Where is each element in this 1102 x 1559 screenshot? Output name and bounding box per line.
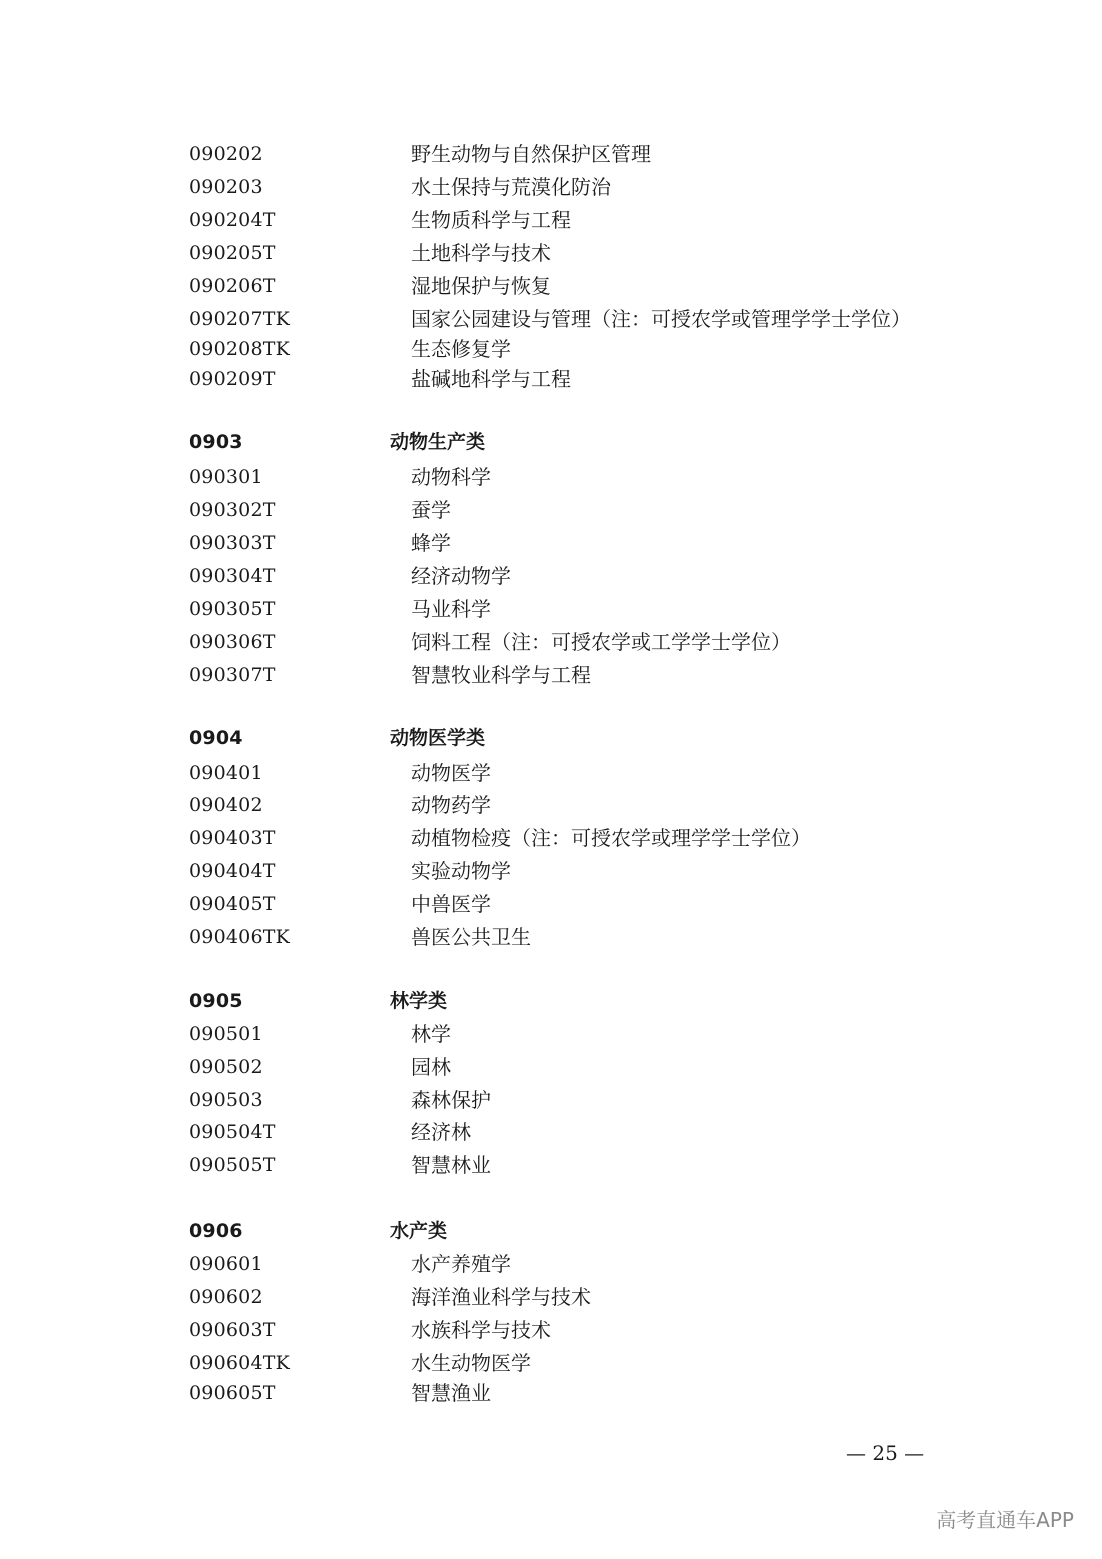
major-row [0,561,1102,591]
major-code: 090306T [189,631,276,653]
major-name: 水族科学与技术 [411,1318,551,1342]
major-code: 090301 [189,466,263,488]
major-name: 水产养殖学 [411,1252,511,1276]
major-name: 森林保护 [411,1088,491,1112]
category-code: 0905 [189,990,243,1012]
category-code: 0904 [189,727,243,749]
category-code: 0906 [189,1220,243,1242]
major-row [0,1019,1102,1049]
major-row [0,271,1102,301]
major-name: 智慧林业 [411,1153,491,1177]
major-row [0,462,1102,492]
major-row [0,1150,1102,1180]
major-row [0,922,1102,952]
major-row [0,660,1102,690]
category-name: 动物医学类 [390,727,486,749]
category-name: 水产类 [390,1220,448,1242]
major-name: 动植物检疫（注：可授农学或理学学士学位） [411,826,811,850]
category-header [0,986,1102,1016]
major-row [0,139,1102,169]
major-code: 090207TK [189,308,290,330]
major-code: 090205T [189,242,276,264]
major-code: 090502 [189,1056,263,1078]
major-row [0,790,1102,820]
major-name: 湿地保护与恢复 [411,274,551,298]
major-row [0,172,1102,202]
major-row [0,758,1102,788]
major-name: 蜂学 [411,531,451,555]
page-number: — 25 — [846,1441,925,1465]
major-code: 090405T [189,893,276,915]
major-row [0,528,1102,558]
major-code: 090305T [189,598,276,620]
major-code: 090503 [189,1089,263,1111]
major-name: 园林 [411,1055,451,1079]
major-name: 水生动物医学 [411,1351,531,1375]
major-row [0,1052,1102,1082]
major-row [0,1249,1102,1279]
major-row [0,364,1102,394]
major-name: 动物科学 [411,465,491,489]
major-row [0,856,1102,886]
watermark: 高考直通车APP [936,1508,1074,1532]
major-name: 兽医公共卫生 [411,925,531,949]
major-code: 090304T [189,565,276,587]
major-name: 饲料工程（注：可授农学或工学学士学位） [411,630,791,654]
major-code: 090209T [189,368,276,390]
major-code: 090603T [189,1319,276,1341]
major-code: 090604TK [189,1352,290,1374]
major-code: 090601 [189,1253,263,1275]
major-row [0,1117,1102,1147]
major-row [0,238,1102,268]
major-code: 090204T [189,209,276,231]
major-code: 090303T [189,532,276,554]
major-code: 090206T [189,275,276,297]
major-row [0,594,1102,624]
major-row [0,304,1102,334]
major-name: 水土保持与荒漠化防治 [411,175,611,199]
major-name: 国家公园建设与管理（注：可授农学或管理学学士学位） [411,307,911,331]
major-name: 土地科学与技术 [411,241,551,265]
major-row [0,1085,1102,1115]
major-name: 海洋渔业科学与技术 [411,1285,591,1309]
major-row [0,889,1102,919]
major-name: 蚕学 [411,498,451,522]
major-code: 090401 [189,762,263,784]
major-name: 中兽医学 [411,892,491,916]
major-code: 090504T [189,1121,276,1143]
major-name: 野生动物与自然保护区管理 [411,142,651,166]
major-name: 经济动物学 [411,564,511,588]
major-row [0,627,1102,657]
category-header [0,1216,1102,1246]
major-row [0,1348,1102,1378]
major-code: 090208TK [189,338,290,360]
category-name: 动物生产类 [390,431,486,453]
category-header [0,723,1102,753]
major-code: 090602 [189,1286,263,1308]
major-code: 090605T [189,1382,276,1404]
major-name: 智慧渔业 [411,1381,491,1405]
major-row [0,205,1102,235]
major-code: 090403T [189,827,276,849]
major-code: 090501 [189,1023,263,1045]
major-row [0,1282,1102,1312]
major-code: 090203 [189,176,263,198]
major-name: 经济林 [411,1120,471,1144]
category-header [0,427,1102,457]
major-name: 生物质科学与工程 [411,208,571,232]
major-row [0,823,1102,853]
major-code: 090505T [189,1154,276,1176]
major-name: 动物医学 [411,761,491,785]
major-row [0,1378,1102,1408]
major-code: 090302T [189,499,276,521]
major-name: 动物药学 [411,793,491,817]
major-name: 生态修复学 [411,337,511,361]
major-name: 智慧牧业科学与工程 [411,663,591,687]
category-name: 林学类 [390,990,448,1012]
major-row [0,334,1102,364]
major-name: 马业科学 [411,597,491,621]
major-code: 090406TK [189,926,290,948]
major-code: 090307T [189,664,276,686]
major-name: 林学 [411,1022,451,1046]
major-name: 实验动物学 [411,859,511,883]
major-code: 090202 [189,143,263,165]
major-row [0,495,1102,525]
category-code: 0903 [189,431,243,453]
major-row [0,1315,1102,1345]
major-code: 090402 [189,794,263,816]
major-code: 090404T [189,860,276,882]
major-name: 盐碱地科学与工程 [411,367,571,391]
